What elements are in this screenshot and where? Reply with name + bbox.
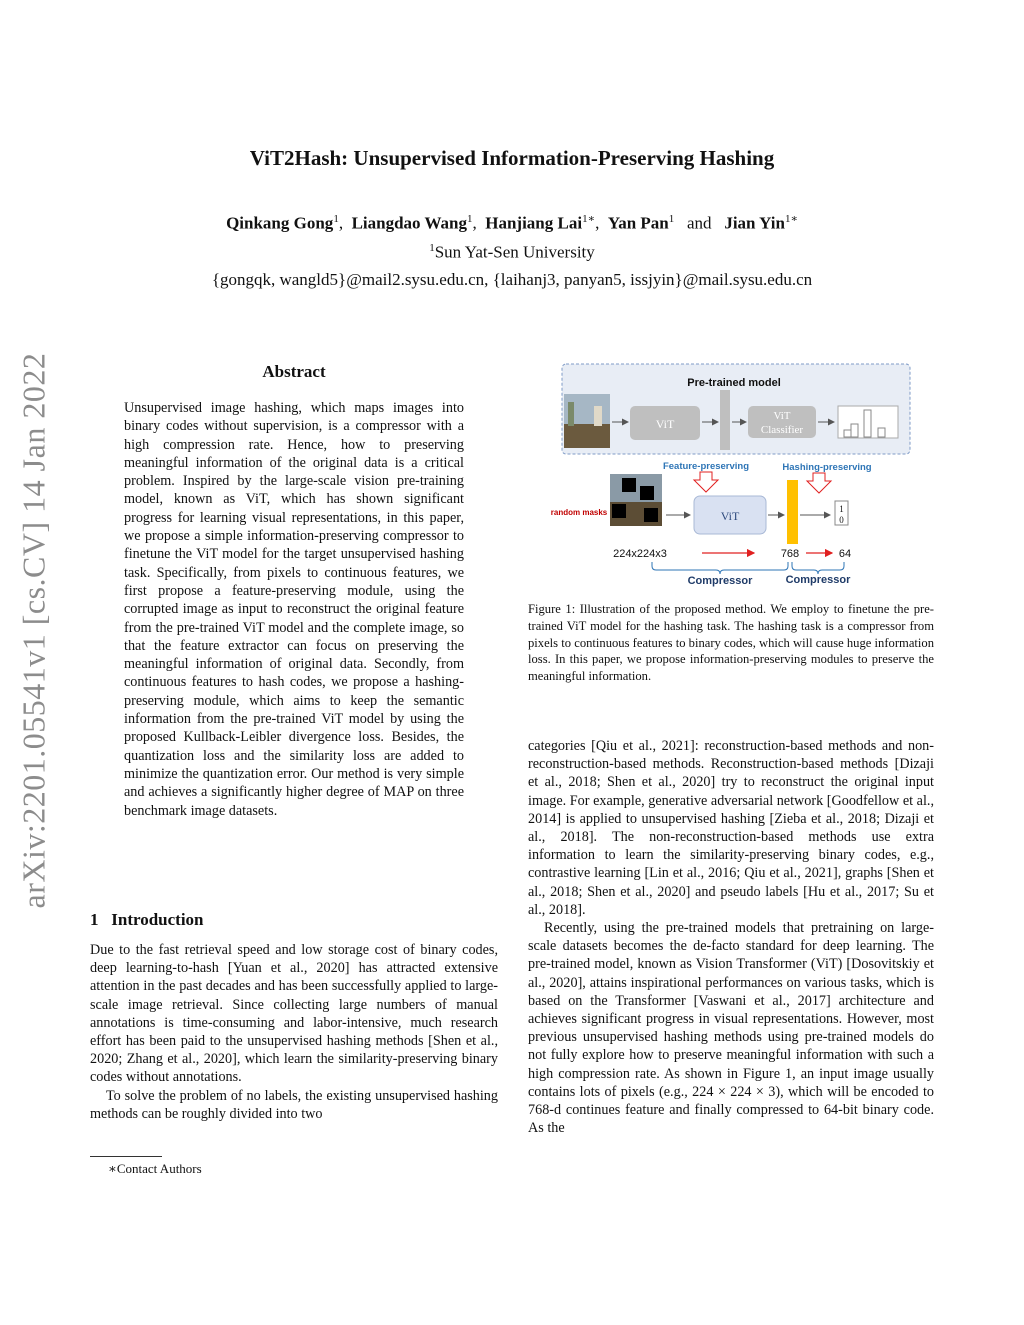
abstract-heading: Abstract [262,362,326,381]
feature-preserving-arrow [694,472,718,492]
dim-feature-label: 768 [780,548,800,560]
brace-1 [652,562,788,574]
histogram-icon [838,406,898,438]
author-name: Yan Pan [607,213,669,233]
random-masks-label: random masks [550,508,608,517]
author-sup: 1 [333,213,339,225]
masked-image [610,474,662,526]
input-image [564,394,610,448]
author-separator: , [338,213,344,233]
arxiv-side-label: arXiv:2201.05541v1 [cs.CV] 14 Jan 2022 [15,352,52,909]
vit-label-bottom: ViT [720,509,740,523]
author-separator: , [595,213,600,233]
hashing-preserving-arrow [807,473,831,493]
paragraph: Due to the fast retrieval speed and low storage cost of binary codes, deep learning-to-hash [Yuan et al., 2020] has attracted extensive attention in the past decades and has been successfully applied to large-scale image retrieval. Since collecting large numbers of manual annotations is time-consuming and labor-intensive, much research effort has been paid to the unsupervised hashing methods [Shen et al., 2020; Zhang et al., 2020], which learn the similarity-preserving binary codes without annotations. [90,942,498,1086]
bit-zero: 0 [839,515,844,525]
vit-label-top: ViT [655,417,675,431]
vit-classifier-label-1: ViT [773,410,791,422]
author-list [0,212,1024,234]
compressor-label-1: Compressor [687,575,753,587]
paper-title: ViT2Hash: Unsupervised Information-Preserving Hashing [249,146,775,170]
footnote: ∗Contact Authors [108,1161,202,1176]
footnote-rule [90,1156,162,1157]
dim-code-label: 64 [838,548,852,560]
vit-classifier-label-2: Classifier [760,424,804,436]
paragraph: To solve the problem of no labels, the existing unsupervised hashing methods can be roughly divided into two [90,1087,498,1122]
figure-caption: Figure 1: Illustration of the proposed method. We employ to finetune the pre-trained ViT model for the hashing task. The hashing task is a compressor from pixels to continuous features to binary codes, which will cause huge information loss. In this paper, we propose information-preserving modules to preserve the meaningful information. [528,602,934,684]
author-separator: , [472,213,477,233]
paragraph: categories [Qiu et al., 2021]: reconstruction-based methods and non-reconstruction-based methods. Reconstruction-based methods [Dizaji et al., 2018; Shen et al., 2020] try to reconstruct the original input image. For example, generative adversarial network [Goodfellow et al., 2014] is applied to unsupervised hashing [Zieba et al., 2018; Dizaji et al., 2018]. The non-reconstruction-based methods use extra information to learn the similarity-preserving binary codes, e.g., contrastive learning [Lin et al., 2016; Qiu et al., 2021], graphs [Shen et al., 2018; Shen et al., 2020] and pseudo labels [Hu et al., 2017; Su et al., 2018]. [528,738,934,918]
author-name: Liangdao Wang [351,213,467,233]
paragraph: Recently, using the pre-trained models that pretraining on large-scale datasets becomes the de-facto standard for deep learning. The pre-trained model, known as Vision Transformer (ViT) [Dosovitskiy et al., 2020], attains inspirational performances on various tasks, which is based on the Transformer [Vaswani et al., 2017] architecture and achieves significant progress in visual representations. However, most previous unsupervised hashing methods using pre-trained models do not fully explore how to preserve meaningful information with such a high compression rate. As shown in Figure 1, an input image usually contains lots of pixels (e.g., 224 × 224 × 3), which will be encoded to 768-d continues feature and finally compressed to 64-bit binary code. As the [528,920,934,1137]
section-heading-introduction [90,910,204,930]
feature-bar-top [720,390,730,450]
abstract-body: Unsupervised image hashing, which maps images into binary codes without supervision, is a compressor with a high compression rate. Hence, how to preserving meaningful information of the original data is a critical problem. Inspired by the large-scale vision pre-training model, known as ViT, which has shown significant progress for learning visual representations, in this paper, we propose a simple information-preserving compressor to finetune the ViT model for the target unsupervised hashing task. Specifically, from pixels to continuous features, we first propose a feature-preserving module, using the corrupted image as input to reconstruct the original feature from the pre-trained ViT model and the complete image, so that the feature extractor can focus on preserving the meaningful information of original data. Secondly, from continuous features to hash codes, we propose a hashing-preserving module, which aims to keep the semantic information from the pre-trained ViT model by using the proposed Kullback-Leibler divergence loss. Besides, the quantization loss and the similarity loss are added to minimize the quantization error. Our method is very simple and achieves a significantly higher degree of MAP on three benchmark image datasets. [124,400,464,819]
author-sup: 1∗ [784,213,798,225]
section-title: Introduction [111,910,204,929]
bit-one: 1 [839,504,844,514]
author-sup: 1∗ [582,213,596,225]
pretrained-model-label: Pre-trained model [687,377,781,389]
figure-1 [548,362,914,590]
author-sup: 1 [467,213,473,225]
author-name: Jian Yin [724,213,785,233]
author-sup: 1 [668,213,675,225]
author-name: Qinkang Gong [226,213,334,233]
feature-bar-bottom [787,480,798,544]
compressor-label-2: Compressor [785,574,851,586]
author-emails: {gongqk, wangld5}@mail2.sysu.edu.cn, {laihanj3, panyan5, issjyin}@mail.sysu.edu.cn [211,270,813,289]
section-number: 1 [90,910,99,929]
hashing-preserving-label: Hashing-preserving [782,462,872,473]
author-and: and [687,213,712,233]
author-name: Hanjiang Lai [485,213,583,233]
brace-2 [792,562,844,574]
feature-preserving-label: Feature-preserving [662,461,750,472]
affiliation [0,242,1024,263]
affiliation-name: Sun Yat-Sen University [434,242,595,262]
affiliation-sup: 1 [429,242,435,254]
dim-input-label: 224x224x3 [613,548,667,560]
introduction-body [90,941,498,1123]
right-column-body [528,737,934,1137]
